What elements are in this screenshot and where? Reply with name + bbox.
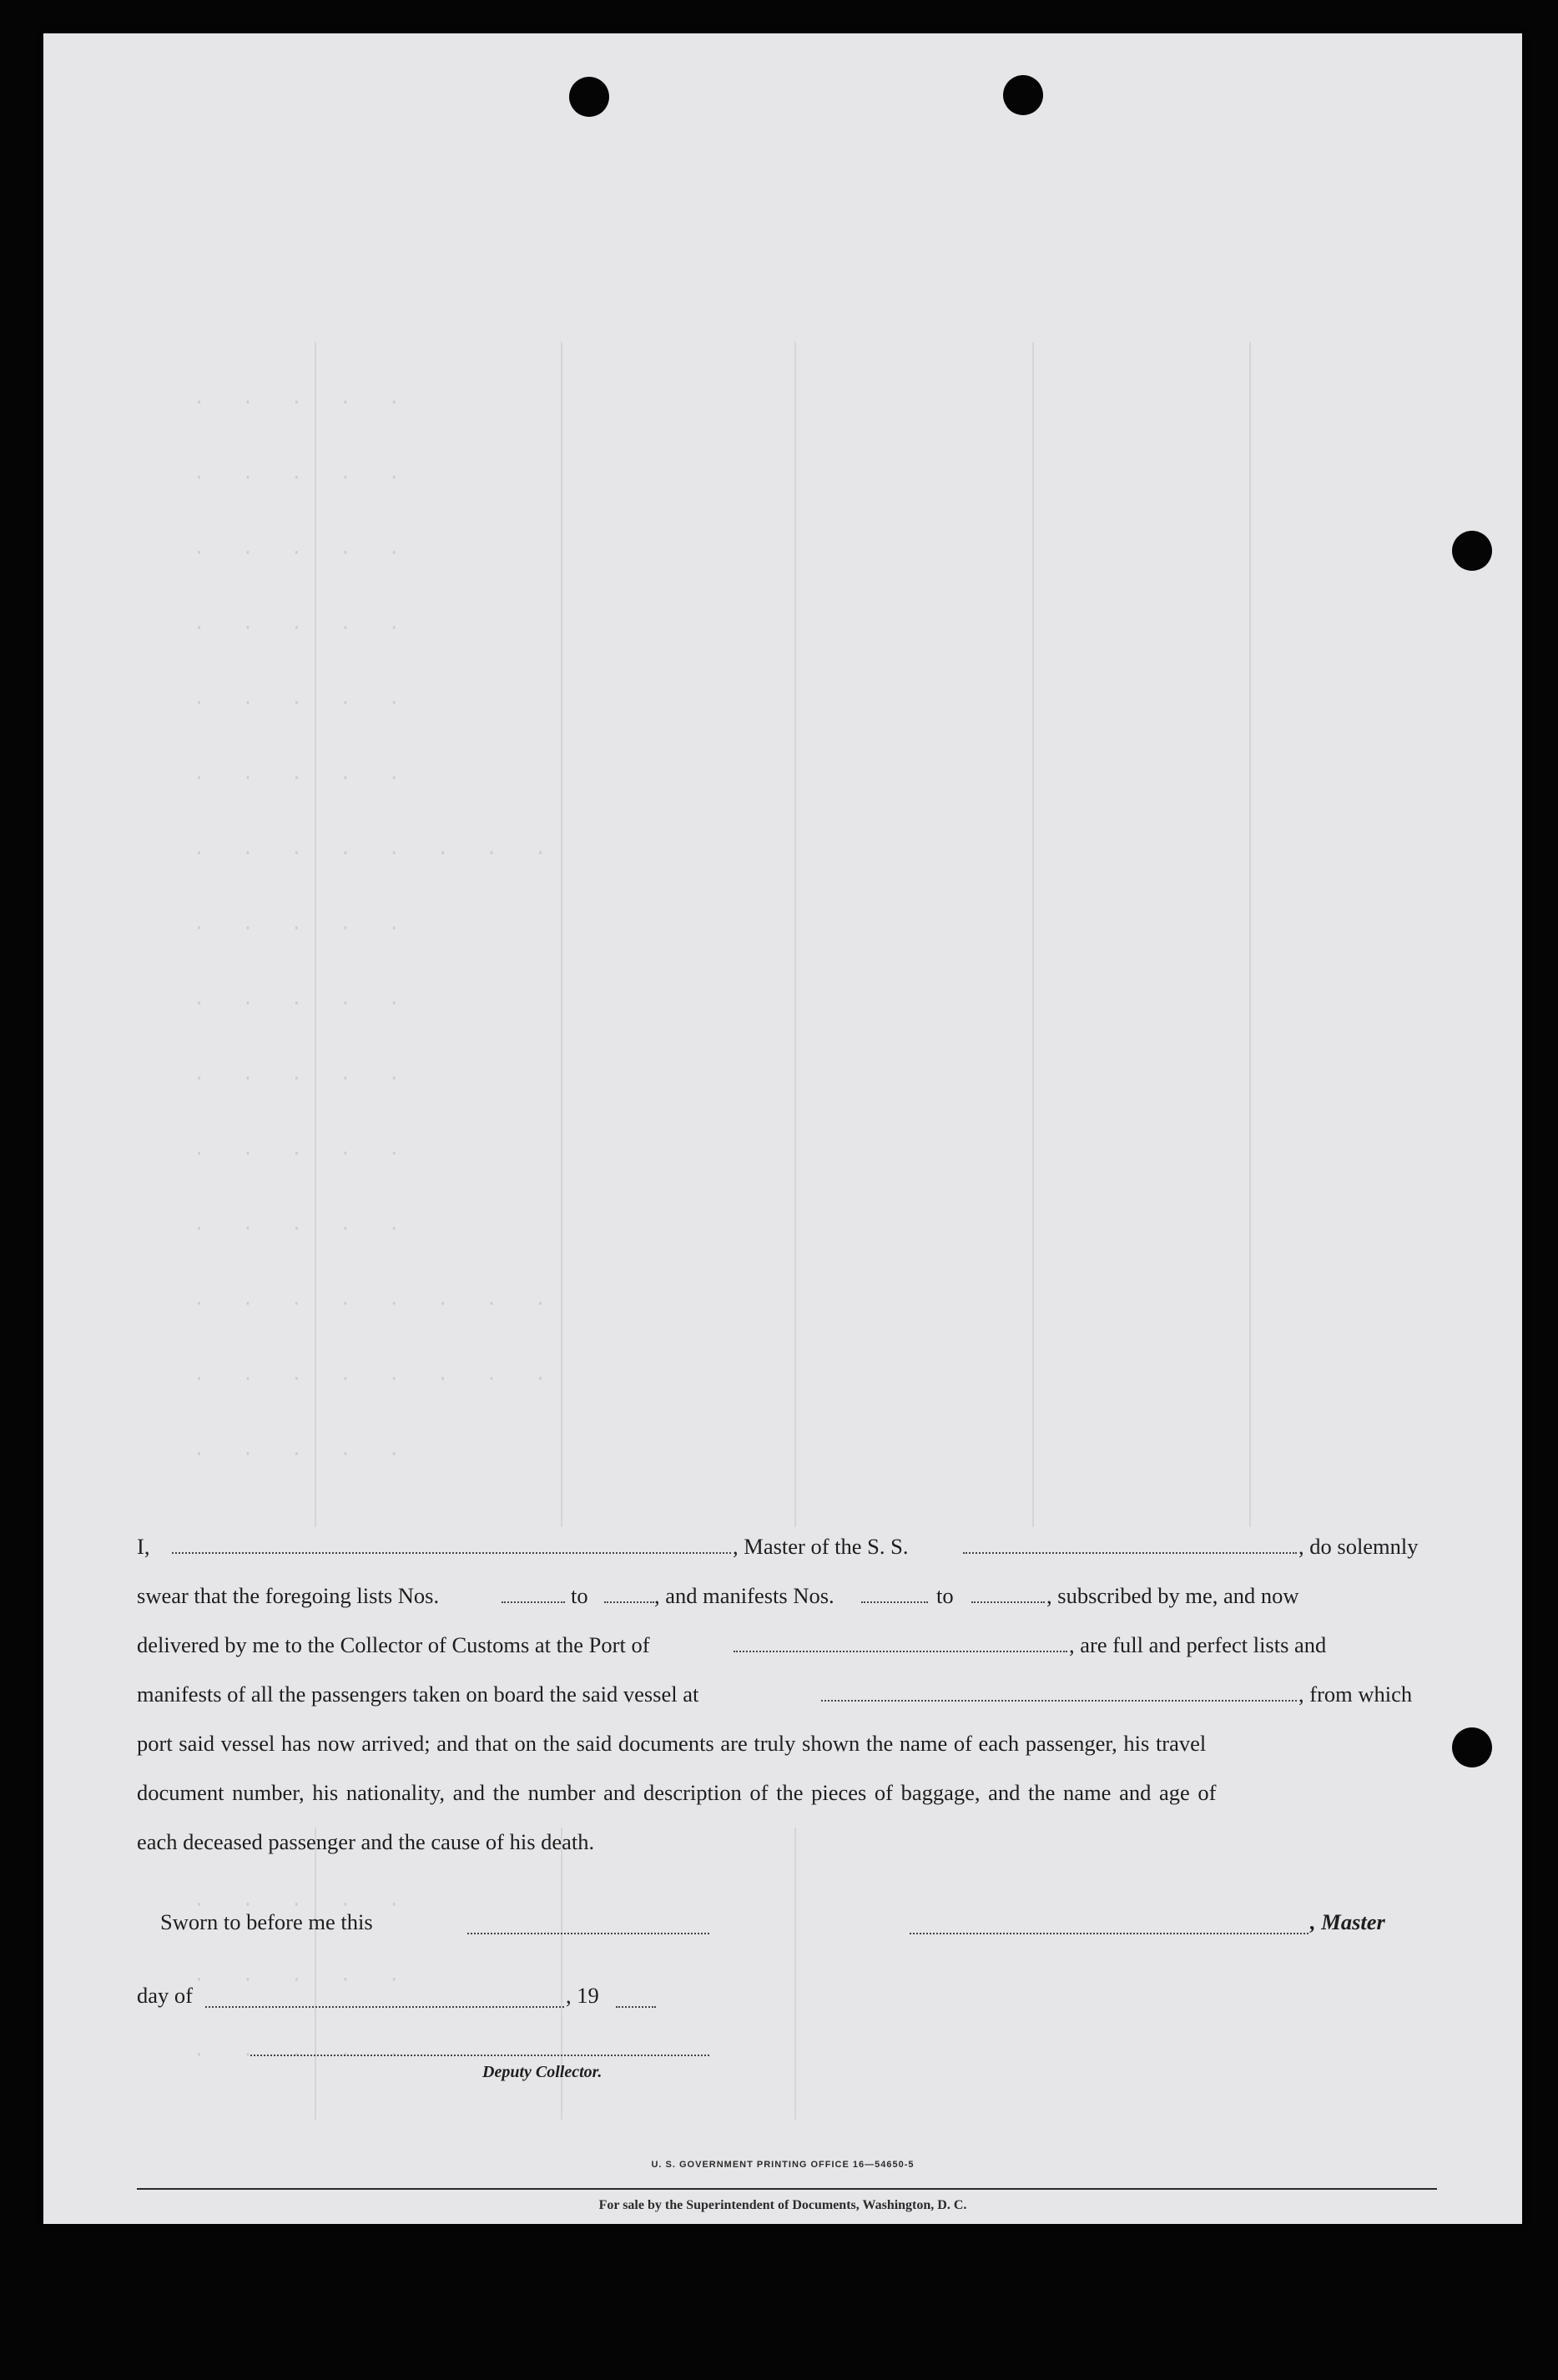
year-field[interactable]: [616, 2006, 656, 2008]
printing-office-imprint: U. S. GOVERNMENT PRINTING OFFICE 16—54650-5: [651, 2160, 915, 2170]
oath-line-1: [137, 1522, 1439, 1571]
oath-line-6: [137, 1768, 1439, 1818]
subscribed-text: , subscribed by me, and now: [1046, 1583, 1299, 1608]
day-of-row: [137, 1983, 1439, 2016]
form-sheet: [43, 33, 1522, 2224]
master-label: , Master: [1310, 1909, 1385, 1934]
oath-pronoun: I,: [137, 1534, 150, 1559]
bleed-through-background: · · · · · · · · · · · · · · · · · · · · · · · · · · · · · · · · · · · · · · · · · · · · · · · · · · · · · · · · · · · · · · · · · · · · · · · · · · · · · · · · · · · · · · · · · · · · · · · · · · ·: [43, 33, 1522, 2224]
sworn-label: Sworn to before me this: [160, 1909, 373, 1934]
master-name-field[interactable]: [172, 1552, 731, 1554]
full-perfect-text: , are full and perfect lists and: [1069, 1632, 1327, 1657]
master-of-ss-text: , Master of the S. S.: [733, 1534, 909, 1559]
port-field[interactable]: [734, 1651, 1067, 1652]
to-text-2: to: [936, 1583, 954, 1608]
oath-text-5: port said vessel has now arrived; and that on the said documents are truly shown the name of each passenger, his travel: [137, 1731, 1207, 1756]
oath-text-7: each deceased passenger and the cause of his death.: [137, 1829, 595, 1854]
footer-rule: [137, 2188, 1437, 2190]
deputy-row: [137, 2051, 1439, 2093]
do-solemnly-text: , do solemnly: [1298, 1534, 1419, 1559]
vessel-name-field[interactable]: [963, 1552, 1297, 1554]
manifests-of-all-text: manifests of all the passengers taken on board the said vessel at: [137, 1682, 699, 1707]
oath-line-2: [137, 1571, 1439, 1621]
punch-hole-top-right: [1003, 75, 1043, 115]
master-signature-field[interactable]: [910, 1933, 1308, 1934]
deputy-signature-field[interactable]: [250, 2055, 709, 2056]
year-prefix: , 19: [566, 1983, 599, 2008]
lists-to-field[interactable]: [604, 1601, 654, 1603]
manifests-from-field[interactable]: [861, 1601, 928, 1603]
day-of-field[interactable]: [205, 2006, 564, 2008]
delivered-text: delivered by me to the Collector of Customs at the Port of: [137, 1632, 650, 1657]
oath-line-4: [137, 1670, 1439, 1719]
punch-hole-right-lower: [1452, 1727, 1492, 1767]
oath-paragraph: [137, 1522, 1439, 1867]
oath-text-6: document number, his nationality, and the number and description of the pieces of baggage, and the name and age of: [137, 1780, 1217, 1805]
oath-line-7: [137, 1818, 1439, 1867]
sworn-row: [137, 1909, 1439, 1943]
for-sale-notice: For sale by the Superintendent of Documents, Washington, D. C.: [598, 2198, 967, 2212]
sworn-date-field[interactable]: [467, 1933, 709, 1934]
lists-from-field[interactable]: [502, 1601, 565, 1603]
punch-hole-right-upper: [1452, 531, 1492, 571]
oath-line-3: [137, 1621, 1439, 1670]
manifests-nos-text: , and manifests Nos.: [654, 1583, 834, 1608]
day-of-label: day of: [137, 1983, 193, 2008]
from-which-text: , from which: [1298, 1682, 1413, 1707]
lists-nos-text: swear that the foregoing lists Nos.: [137, 1583, 440, 1608]
manifests-to-field[interactable]: [971, 1601, 1045, 1603]
deputy-collector-label: Deputy Collector.: [482, 2063, 603, 2081]
departure-port-field[interactable]: [821, 1700, 1297, 1702]
to-text-1: to: [571, 1583, 588, 1608]
oath-line-5: [137, 1719, 1439, 1768]
punch-hole-top-left: [569, 77, 609, 117]
